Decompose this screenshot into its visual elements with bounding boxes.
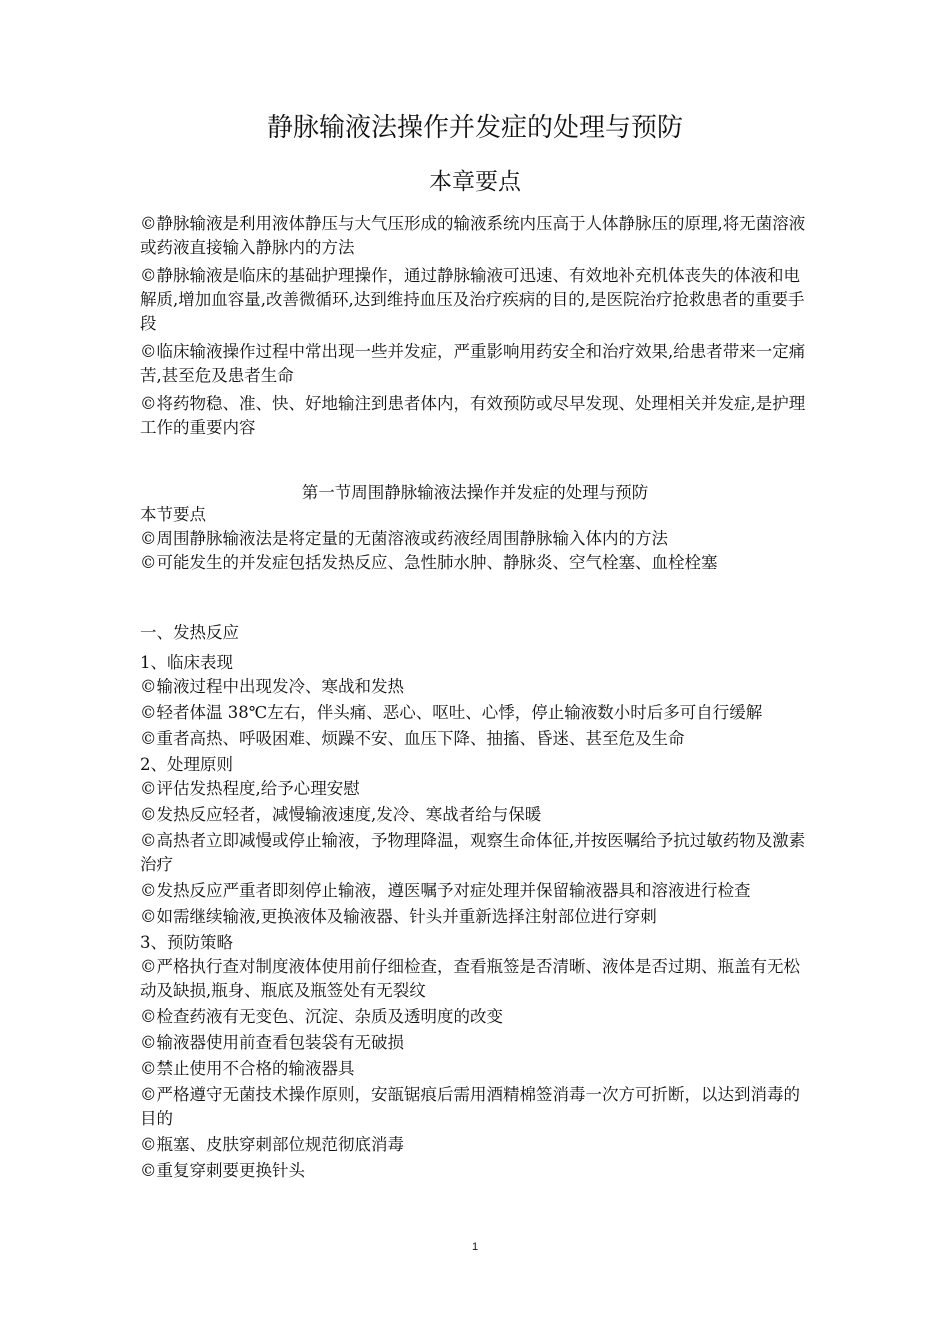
list-item: ©检查药液有无变色、沉淀、杂质及透明度的改变 <box>140 1007 503 1026</box>
list-item: ©严格遵守无菌技术操作原则，安瓿锯痕后需用酒精棉签消毒一次方可折断，以达到消毒的目的 <box>140 1085 800 1128</box>
chapter-point: ©将药物稳、准、快、好地输注到患者体内，有效预防或尽早发现、处理相关并发症,是护理工作的重要内容 <box>140 394 806 437</box>
chapter-point: ©静脉输液是临床的基础护理操作，通过静脉输液可迅速、有效地补充机体丧失的体液和电解质,增加血容量,改善微循环,达到维持血压及治疗疾病的目的,是医院治疗抢救患者的重要手段 <box>140 266 805 333</box>
list-item: ©高热者立即减慢或停止输液，予物理降温，观察生命体征,并按医嘱给予抗过敏药物及激素治疗 <box>140 831 806 874</box>
list-item: ©如需继续输液,更换液体及输液器、针头并重新选择注射部位进行穿刺 <box>140 907 657 926</box>
section-point: ©周围静脉输液法是将定量的无菌溶液或药液经周围静脉输入体内的方法 <box>140 529 668 548</box>
list-item: ©瓶塞、皮肤穿刺部位规范彻底消毒 <box>140 1135 404 1154</box>
part-heading: 一、发热反应 <box>140 623 239 642</box>
list-item: ©重者高热、呼吸困难、烦躁不安、血压下降、抽搐、昏迷、甚至危及生命 <box>140 729 685 748</box>
list-item: ©轻者体温 38℃左右，伴头痛、恶心、呕吐、心悸，停止输液数小时后多可自行缓解 <box>140 703 763 722</box>
document-title: 静脉输液法操作并发症的处理与预防 <box>266 113 683 143</box>
section-point: ©可能发生的并发症包括发热反应、急性肺水肿、静脉炎、空气栓塞、血栓栓塞 <box>140 553 718 572</box>
sub-heading: 1、临床表现 <box>140 653 233 672</box>
chapter-points-list <box>140 212 812 444</box>
list-item: ©禁止使用不合格的输液器具 <box>140 1059 355 1078</box>
sub-heading: 2、处理原则 <box>140 755 233 774</box>
list-item: ©评估发热程度,给予心理安慰 <box>140 779 360 798</box>
page-number: 1 <box>471 1241 479 1253</box>
section-points-list <box>140 503 812 575</box>
main-content <box>140 621 812 1185</box>
sub-heading: 3、预防策略 <box>140 933 233 952</box>
list-item: ©重复穿刺要更换针头 <box>140 1161 305 1180</box>
list-item: ©发热反应轻者，减慢输液速度,发冷、寒战者给与保暖 <box>140 805 542 824</box>
list-item: ©输液过程中出现发冷、寒战和发热 <box>140 677 404 696</box>
list-item: ©发热反应严重者即刻停止输液，遵医嘱予对症处理并保留输液器具和溶液进行检查 <box>140 881 751 900</box>
list-item: ©输液器使用前查看包装袋有无破损 <box>140 1033 404 1052</box>
chapter-point: ©临床输液操作过程中常出现一些并发症，严重影响用药安全和治疗效果,给患者带来一定痛苦,甚至危及患者生命 <box>140 342 806 385</box>
chapter-point: ©静脉输液是利用液体静压与大气压形成的输液系统内压高于人体静脉压的原理,将无菌溶液或药液直接输入静脉内的方法 <box>140 214 806 257</box>
section-points-heading: 本节要点 <box>140 505 206 524</box>
list-item: ©严格执行查对制度液体使用前仔细检查，查看瓶签是否清晰、液体是否过期、瓶盖有无松动及缺损,瓶身、瓶底及瓶签处有无裂纹 <box>140 957 800 1000</box>
chapter-heading: 本章要点 <box>429 169 521 195</box>
section-title: 第一节周围静脉输液法操作并发症的处理与预防 <box>301 483 649 502</box>
